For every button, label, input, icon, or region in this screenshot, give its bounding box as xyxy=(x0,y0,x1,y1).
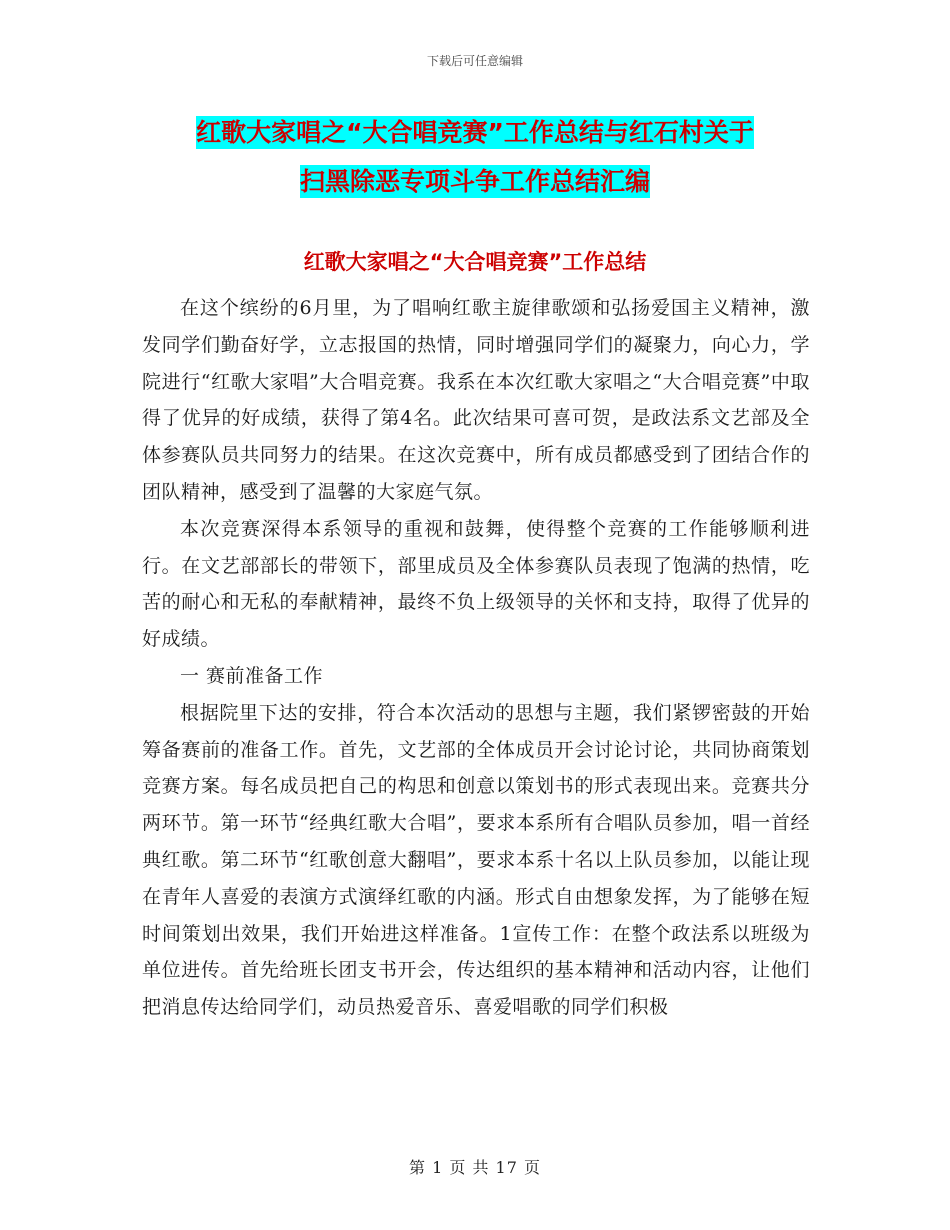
paragraph: 根据院里下达的安排，符合本次活动的思想与主题，我们紧锣密鼓的开始筹备赛前的准备工作。首先，文艺部的全体成员开会讨论讨论，共同协商策划竞赛方案。每名成员把自己的构思和创意以策划书的形式表现出来。竞赛共分两环节。第一环节“经典红歌大合唱”，要求本系所有合唱队员参加，唱一首经典红歌。第二环节“红歌创意大翻唱”，要求本系十名以上队员参加，以能让现在青年人喜爱的表演方式演绎红歌的内涵。形式自由想象发挥，为了能够在短时间策划出效果，我们开始进这样准备。1宣传工作：在整个政法系以班级为单位进传。首先给班长团支书开会，传达组织的基本精神和活动内容，让他们把消息传达给同学们，动员热爱音乐、喜爱唱歌的同学们积极 xyxy=(142,701,810,1019)
document-title-line-2: 扫黑除恶专项斗争工作总结汇编 xyxy=(299,167,650,196)
page-number: 第 1 页 共 17 页 xyxy=(409,1158,541,1177)
document-title-line-1: 红歌大家唱之“大合唱竞赛”工作总结与红石村关于 xyxy=(196,118,754,147)
paragraph: 在这个缤纷的6月里，为了唱响红歌主旋律歌颂和弘扬爱国主义精神，激发同学们勤奋好学，立志报国的热情，同时增强同学们的凝聚力，向心力，学院进行“红歌大家唱”大合唱竞赛。我系在本次红歌大家唱之“大合唱竞赛”中取得了优异的好成绩，获得了第4名。此次结果可喜可贺，是政法系文艺部及全体参赛队员共同努力的结果。在这次竞赛中，所有成员都感受到了团结合作的团队精神，感受到了温馨的大家庭气氛。 xyxy=(142,297,810,503)
subsection-heading: 一 赛前准备工作 xyxy=(180,664,324,687)
document-body xyxy=(142,290,810,1026)
paragraph: 本次竞赛深得本系领导的重视和鼓舞，使得整个竞赛的工作能够顺利进行。在文艺部部长的带领下，部里成员及全体参赛队员表现了饱满的热情，吃苦的耐心和无私的奉献精神，最终不负上级领导的关怀和支持，取得了优异的好成绩。 xyxy=(142,517,810,651)
document-title xyxy=(140,108,810,206)
section-title: 红歌大家唱之“大合唱竞赛”工作总结 xyxy=(303,250,647,274)
page-header-note: 下载后可任意编辑 xyxy=(426,54,523,68)
